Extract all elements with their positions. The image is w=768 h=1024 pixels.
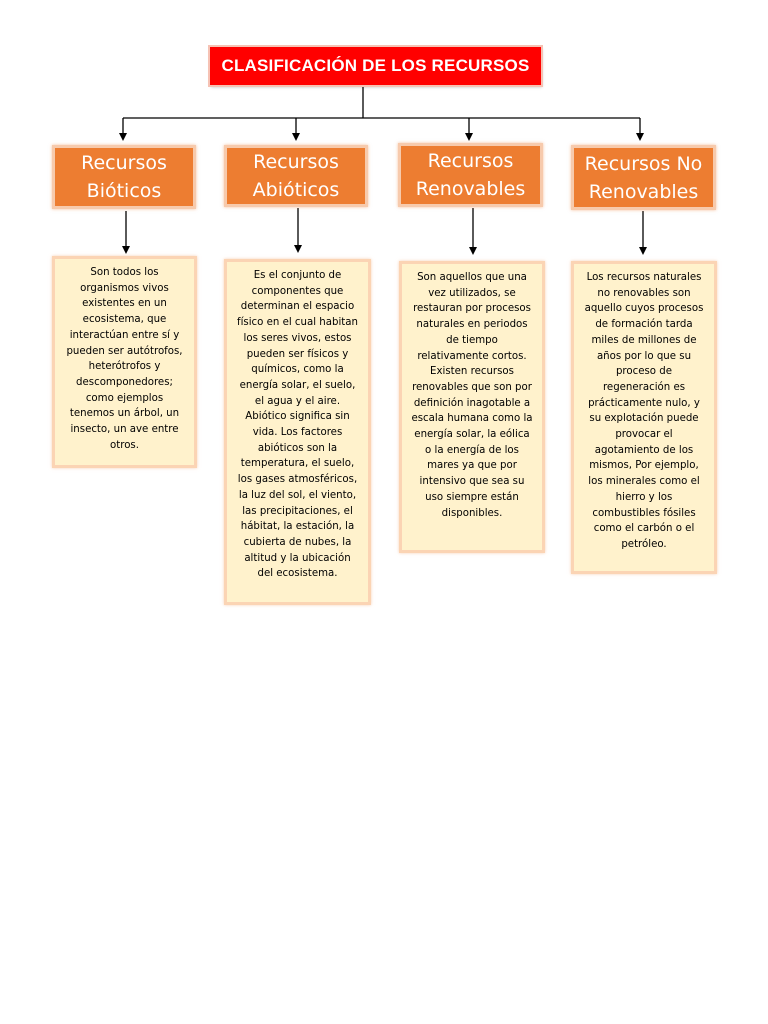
category-bioticos-label: Recursos Bióticos [81,152,167,202]
description-bioticos [52,256,197,468]
description-abioticos [224,259,371,605]
category-abioticos-label: Recursos Abióticos [252,151,340,201]
diagram-title-text: CLASIFICACIÓN DE LOS RECURSOS [221,56,530,75]
description-abioticos-text: Es el conjunto de componentes que determinan el espacio físico en el cual habitan los seres vivos, estos pueden ser físicos y químicos, como la energía solar, el suelo, el agua y el aire. Abiótico significa sin vida. Los factores abióticos son la temperatura, el suelo, los gases atmosféricos, la luz del sol, el viento, las precipitaciones, el hábitat, la estación, la cubierta de nubes, la altitud y la ubicación del ecosistema. [237,270,358,580]
diagram-title [210,47,541,85]
category-no-renovables-label: Recursos No Renovables [584,152,703,203]
category-abioticos [224,145,368,207]
description-no-renovables [571,261,717,574]
category-no-renovables [571,145,716,210]
description-renovables-text: Son aquellos que una vez utilizados, se restauran por procesos naturales en periodos de tiempo relativamente cortos. Existen recursos renovables que son por definición inagotable a escala humana como la energía solar, la eólica o la energía de los mares ya que por intensivo que sea su uso siempre están disponibles. [411,272,533,519]
category-renovables [398,143,543,207]
description-no-renovables-text: Los recursos naturales no renovables son aquello cuyos procesos de formación tarda miles de millones de años por lo que su proceso de regeneración es prácticamente nulo, y su explotación puede provocar el agotamiento de los mismos, Por ejemplo, los minerales como el hierro y los combustibles fósiles como el carbón o el petróleo. [584,272,704,550]
description-renovables [399,261,545,553]
category-renovables-label: Recursos Renovables [415,150,526,200]
description-bioticos-text: Son todos los organismos vivos existentes en un ecosistema, que interactúan entre sí y pueden ser autótrofos, heterótrofos y descomponedores; como ejemplos tenemos un árbol, un insecto, un ave entre otros. [66,267,183,451]
category-bioticos [52,145,196,209]
